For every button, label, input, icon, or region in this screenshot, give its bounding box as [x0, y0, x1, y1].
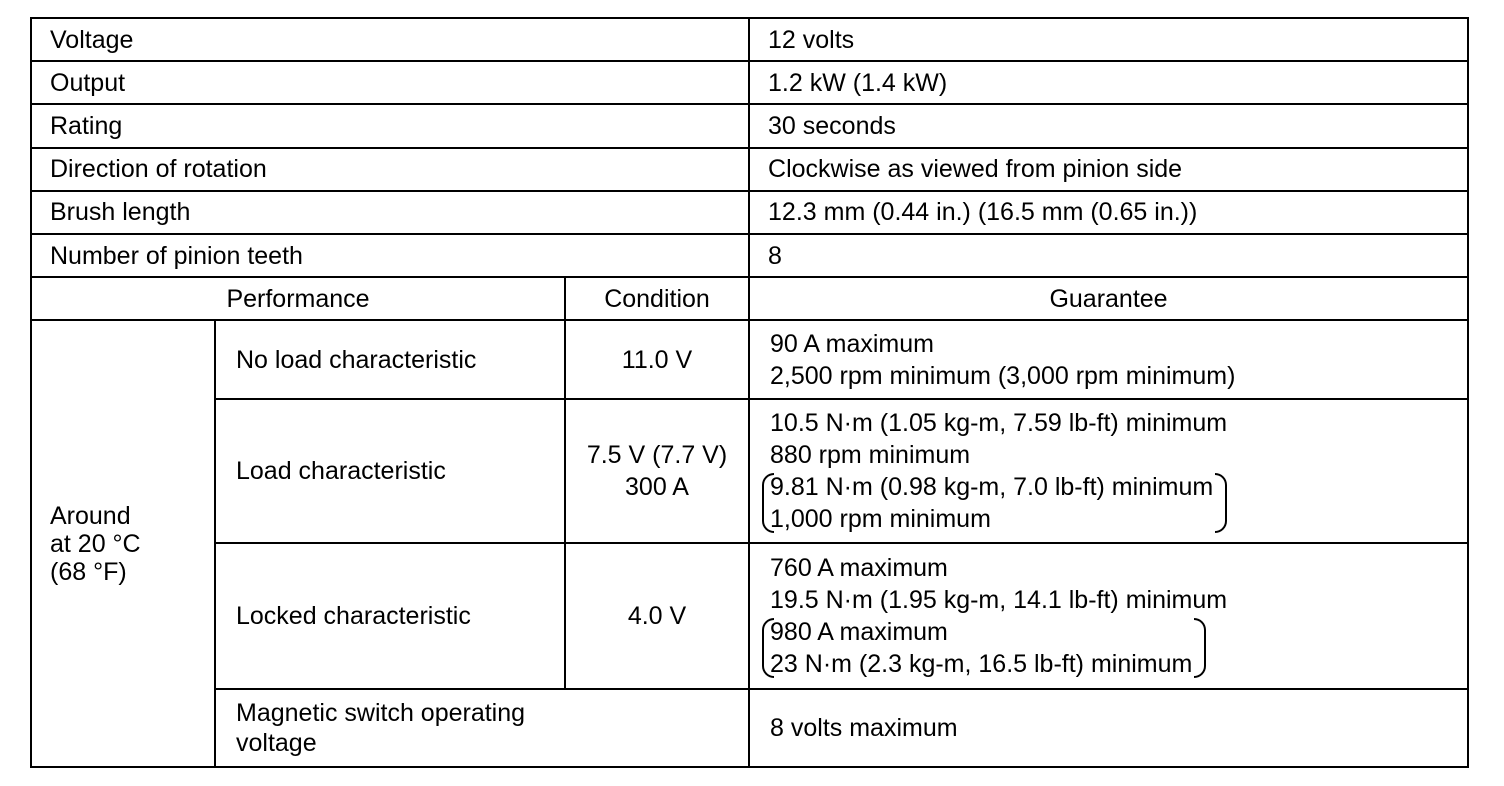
guarantee-line: 19.5 N·m (1.95 kg-m, 14.1 lb-ft) minimum — [770, 585, 1228, 614]
guarantee-line: 90 A maximum — [770, 329, 934, 358]
locked-alt-guarantee — [764, 616, 1206, 680]
locked-condition: 4.0 V — [565, 543, 749, 689]
spec-value: Clockwise as viewed from pinion side — [749, 148, 1468, 191]
spec-row-rating — [31, 104, 1468, 147]
spec-value: 1.2 kW (1.4 kW) — [749, 61, 1468, 104]
spec-value: 12 volts — [749, 18, 1468, 61]
locked-row — [31, 543, 1468, 689]
load-alt-guarantee — [764, 471, 1227, 535]
no-load-row — [31, 320, 1468, 398]
spec-row-direction — [31, 148, 1468, 191]
spec-row-output — [31, 61, 1468, 104]
temperature-line: Around — [50, 501, 131, 530]
load-label: Load characteristic — [215, 399, 565, 543]
guarantee-line: 980 A maximum — [770, 617, 948, 646]
load-row — [31, 399, 1468, 543]
load-condition — [565, 399, 749, 543]
label-line: voltage — [236, 728, 317, 757]
condition-line: 300 A — [625, 472, 689, 501]
starter-spec-table — [30, 17, 1469, 768]
spec-label: Rating — [31, 104, 749, 147]
condition-header: Condition — [565, 277, 749, 320]
guarantee-line: 880 rpm minimum — [770, 440, 971, 469]
spec-label: Direction of rotation — [31, 148, 749, 191]
spec-label: Voltage — [31, 18, 749, 61]
spec-value: 30 seconds — [749, 104, 1468, 147]
guarantee-line: 760 A maximum — [770, 553, 948, 582]
load-guarantee — [749, 399, 1468, 543]
magnetic-switch-label — [215, 689, 749, 767]
temperature-condition — [31, 320, 215, 767]
spec-row-brush-length — [31, 191, 1468, 234]
locked-label: Locked characteristic — [215, 543, 565, 689]
no-load-condition: 11.0 V — [565, 320, 749, 398]
spec-label: Output — [31, 61, 749, 104]
spec-row-voltage — [31, 18, 1468, 61]
guarantee-header: Guarantee — [749, 277, 1468, 320]
magnetic-switch-guarantee: 8 volts maximum — [749, 689, 1468, 767]
performance-header: Performance — [31, 277, 565, 320]
spec-label: Brush length — [31, 191, 749, 234]
guarantee-line: 1,000 rpm minimum — [770, 504, 991, 533]
temperature-line: (68 °F) — [50, 557, 127, 586]
spec-label: Number of pinion teeth — [31, 234, 749, 277]
guarantee-line: 23 N·m (2.3 kg-m, 16.5 lb-ft) minimum — [770, 649, 1193, 678]
performance-header-row — [31, 277, 1468, 320]
guarantee-line: 9.81 N·m (0.98 kg-m, 7.0 lb-ft) minimum — [770, 472, 1214, 501]
no-load-label: No load characteristic — [215, 320, 565, 398]
locked-guarantee — [749, 543, 1468, 689]
magnetic-switch-row — [31, 689, 1468, 767]
spec-row-pinion-teeth — [31, 234, 1468, 277]
guarantee-line: 2,500 rpm minimum (3,000 rpm minimum) — [770, 361, 1236, 390]
spec-value: 12.3 mm (0.44 in.) (16.5 mm (0.65 in.)) — [749, 191, 1468, 234]
spec-value: 8 — [749, 234, 1468, 277]
temperature-line: at 20 °C — [50, 529, 141, 558]
guarantee-line: 10.5 N·m (1.05 kg-m, 7.59 lb-ft) minimum — [770, 408, 1228, 437]
condition-line: 7.5 V (7.7 V) — [586, 440, 728, 469]
label-line: Magnetic switch operating — [236, 698, 526, 727]
no-load-guarantee — [749, 320, 1468, 398]
